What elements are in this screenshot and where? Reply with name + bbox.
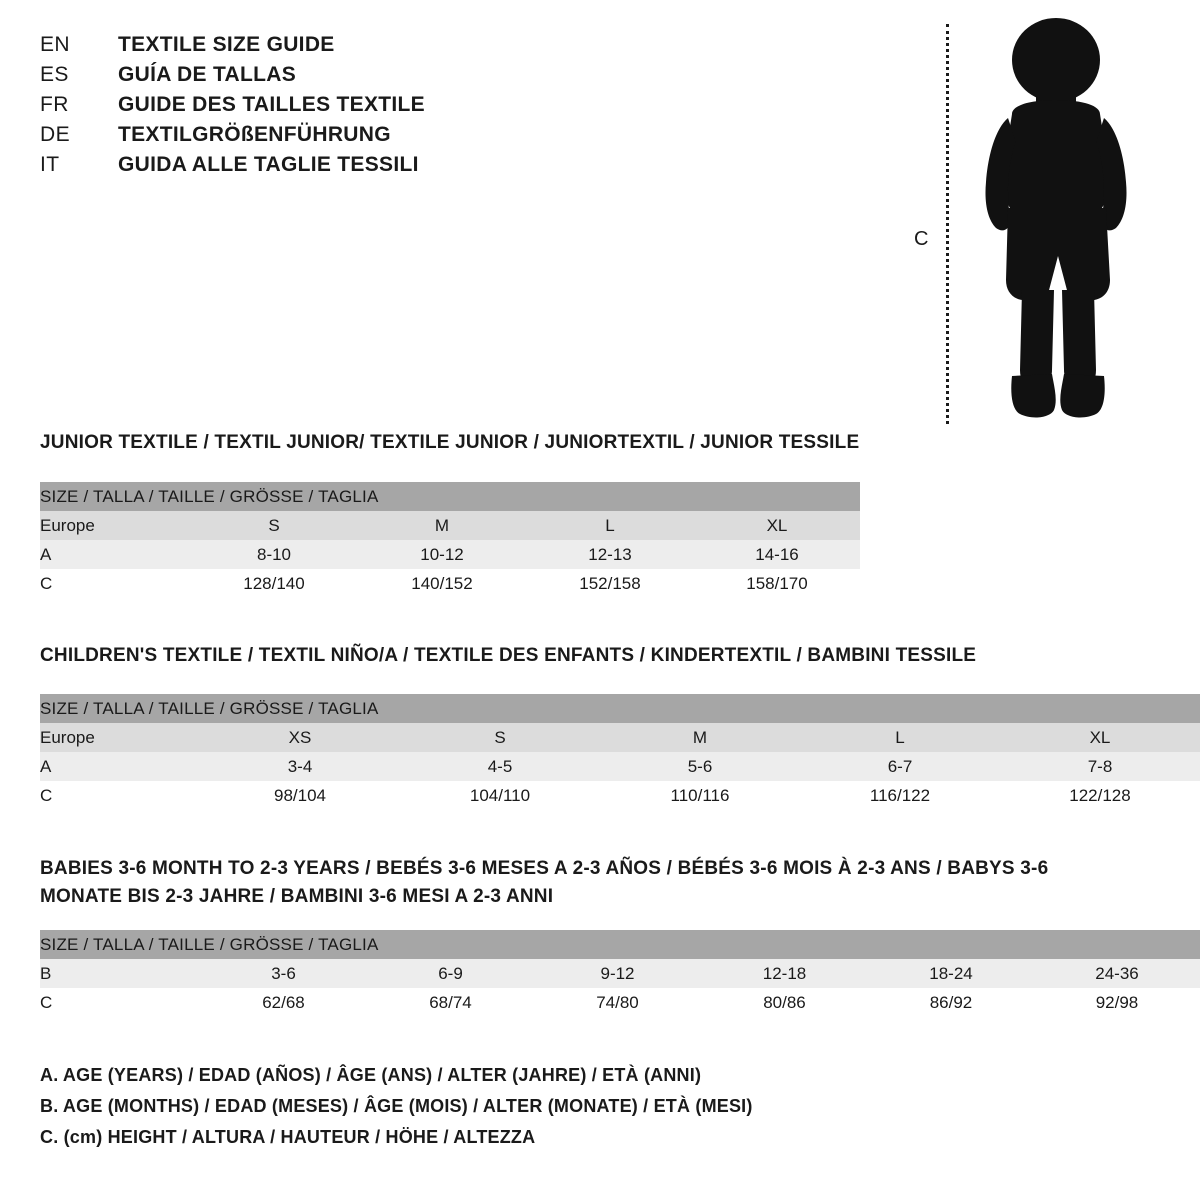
cell: 86/92 xyxy=(868,988,1034,1017)
cell: 6-7 xyxy=(800,752,1000,781)
row-label: C xyxy=(40,569,190,598)
cell: XL xyxy=(1000,723,1200,752)
junior-size-table xyxy=(40,482,860,598)
cell: 10-12 xyxy=(358,540,526,569)
cell: 7-8 xyxy=(1000,752,1200,781)
cell: 12-13 xyxy=(526,540,694,569)
table-row xyxy=(40,723,1200,752)
row-label: Europe xyxy=(40,511,190,540)
language-title: GUIDE DES TAILLES TEXTILE xyxy=(118,93,425,116)
cell: 24-36 xyxy=(1034,959,1200,988)
babies-size-table xyxy=(40,930,1200,1017)
cell: 116/122 xyxy=(800,781,1000,810)
cell: M xyxy=(358,511,526,540)
section-heading-babies: BABIES 3-6 MONTH TO 2-3 YEARS / BEBÉS 3-6 MESES A 2-3 AÑOS / BÉBÉS 3-6 MOIS À 2-3 ANS / BABYS 3-6 MONATE BIS 2-3 JAHRE / BAMBINI 3-6 MESI A 2-3 ANNI xyxy=(40,858,1049,907)
cell: L xyxy=(526,511,694,540)
language-code: DE xyxy=(40,123,70,146)
cell: 5-6 xyxy=(600,752,800,781)
language-row-it xyxy=(40,150,560,180)
row-label: Europe xyxy=(40,723,200,752)
cell: 158/170 xyxy=(694,569,860,598)
language-code: ES xyxy=(40,63,69,86)
table-row xyxy=(40,569,860,598)
table-row xyxy=(40,540,860,569)
child-silhouette-icon xyxy=(958,18,1158,428)
cell: 92/98 xyxy=(1034,988,1200,1017)
cell: 122/128 xyxy=(1000,781,1200,810)
row-label: C xyxy=(40,988,200,1017)
cell: 3-4 xyxy=(200,752,400,781)
height-measure-figure xyxy=(900,10,1160,430)
language-code: FR xyxy=(40,93,69,116)
table-band-row xyxy=(40,482,860,511)
language-title: TEXTILE SIZE GUIDE xyxy=(118,33,335,56)
cell: 18-24 xyxy=(868,959,1034,988)
cell: 12-18 xyxy=(701,959,868,988)
legend-line-b: B. AGE (MONTHS) / EDAD (MESES) / ÂGE (MOIS) / ALTER (MONATE) / ETÀ (MESI) xyxy=(40,1096,753,1116)
language-title-block xyxy=(40,30,560,180)
children-band-label: SIZE / TALLA / TAILLE / GRÖSSE / TAGLIA xyxy=(40,694,1200,723)
cell: 128/140 xyxy=(190,569,358,598)
row-label: A xyxy=(40,752,200,781)
cell: 68/74 xyxy=(367,988,534,1017)
legend-line-a: A. AGE (YEARS) / EDAD (AÑOS) / ÂGE (ANS) / ALTER (JAHRE) / ETÀ (ANNI) xyxy=(40,1065,702,1085)
cell: 4-5 xyxy=(400,752,600,781)
cell: S xyxy=(400,723,600,752)
cell: 98/104 xyxy=(200,781,400,810)
legend-block xyxy=(40,1060,1140,1153)
table-row xyxy=(40,511,860,540)
table-band-row xyxy=(40,694,1200,723)
cell: 3-6 xyxy=(200,959,367,988)
table-row xyxy=(40,781,1200,810)
language-code: EN xyxy=(40,33,70,56)
junior-band-label: SIZE / TALLA / TAILLE / GRÖSSE / TAGLIA xyxy=(40,482,860,511)
cell: L xyxy=(800,723,1000,752)
children-size-table xyxy=(40,694,1200,810)
table-row xyxy=(40,752,1200,781)
measure-dotted-line xyxy=(946,24,949,424)
cell: XL xyxy=(694,511,860,540)
cell: 152/158 xyxy=(526,569,694,598)
cell: 140/152 xyxy=(358,569,526,598)
cell: M xyxy=(600,723,800,752)
table-row xyxy=(40,988,1200,1017)
cell: 62/68 xyxy=(200,988,367,1017)
row-label: C xyxy=(40,781,200,810)
row-label: A xyxy=(40,540,190,569)
language-row-de xyxy=(40,120,560,150)
cell: 6-9 xyxy=(367,959,534,988)
cell: 14-16 xyxy=(694,540,860,569)
language-title: GUÍA DE TALLAS xyxy=(118,63,297,86)
cell: S xyxy=(190,511,358,540)
cell: 110/116 xyxy=(600,781,800,810)
language-row-es xyxy=(40,60,560,90)
language-row-en xyxy=(40,30,560,60)
table-row xyxy=(40,959,1200,988)
babies-band-label: SIZE / TALLA / TAILLE / GRÖSSE / TAGLIA xyxy=(40,930,1200,959)
language-title: TEXTILGRÖßENFÜHRUNG xyxy=(118,123,391,146)
section-heading-children: CHILDREN'S TEXTILE / TEXTIL NIÑO/A / TEXTILE DES ENFANTS / KINDERTEXTIL / BAMBINI TESSILE xyxy=(40,645,977,666)
cell: 104/110 xyxy=(400,781,600,810)
cell: XS xyxy=(200,723,400,752)
cell: 80/86 xyxy=(701,988,868,1017)
cell: 9-12 xyxy=(534,959,701,988)
language-title: GUIDA ALLE TAGLIE TESSILI xyxy=(118,153,419,176)
section-heading-junior: JUNIOR TEXTILE / TEXTIL JUNIOR/ TEXTILE JUNIOR / JUNIORTEXTIL / JUNIOR TESSILE xyxy=(40,432,860,453)
cell: 74/80 xyxy=(534,988,701,1017)
row-label: B xyxy=(40,959,200,988)
table-band-row xyxy=(40,930,1200,959)
language-row-fr xyxy=(40,90,560,120)
legend-line-c: C. (cm) HEIGHT / ALTURA / HAUTEUR / HÖHE / ALTEZZA xyxy=(40,1127,536,1147)
language-code: IT xyxy=(40,153,60,176)
measure-label-c: C xyxy=(914,228,929,250)
cell: 8-10 xyxy=(190,540,358,569)
